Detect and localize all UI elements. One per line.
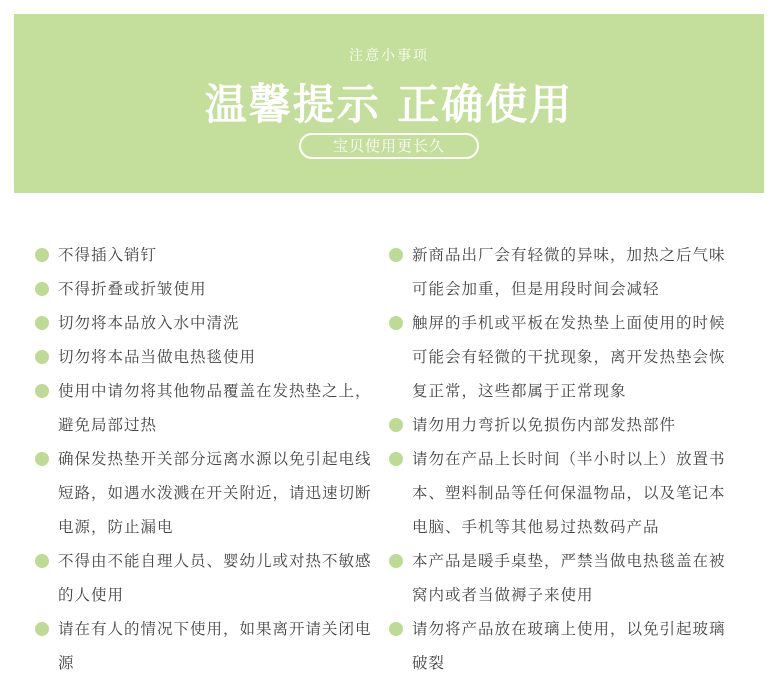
bullet-icon [35,622,49,636]
bullet-icon [389,248,403,262]
header-banner [14,14,764,193]
list-item: 请勿用力弯折以免损伤内部发热部件 [389,408,739,442]
banner-subtitle: 注意小事项 [349,48,429,64]
list-item: 不得插入销钉 [35,238,375,272]
bullet-icon [389,316,403,330]
bullet-icon [35,554,49,568]
bullet-icon [389,622,403,636]
bullet-icon [35,248,49,262]
notice-list-left [35,238,375,680]
notice-list-right [389,238,739,680]
list-item: 请勿在产品上长时间（半小时以上）放置书本、塑料制品等任何保温物品，以及笔记本电脑、手机等其他易过热数码产品 [389,442,739,544]
list-item: 本产品是暖手桌垫，严禁当做电热毯盖在被窝内或者当做褥子来使用 [389,544,739,612]
list-item: 切勿将本品放入水中清洗 [35,306,375,340]
banner-title: 温馨提示 正确使用 [204,80,574,129]
bullet-icon [389,452,403,466]
list-item: 切勿将本品当做电热毯使用 [35,340,375,374]
bullet-icon [35,384,49,398]
list-item: 不得由不能自理人员、婴幼儿或对热不敏感的人使用 [35,544,375,612]
list-item: 请勿将产品放在玻璃上使用，以免引起玻璃破裂 [389,612,739,680]
bullet-icon [35,282,49,296]
bullet-icon [35,452,49,466]
bullet-icon [389,554,403,568]
list-item: 新商品出厂会有轻微的异味，加热之后气味可能会加重，但是用段时间会减轻 [389,238,739,306]
bullet-icon [35,350,49,364]
bullet-icon [35,316,49,330]
banner-pill: 宝贝使用更长久 [299,133,479,159]
list-item: 请在有人的情况下使用，如果离开请关闭电源 [35,612,375,680]
bullet-icon [389,418,403,432]
list-item: 触屏的手机或平板在发热垫上面使用的时候可能会有轻微的干扰现象，离开发热垫会恢复正常，这些都属于正常现象 [389,306,739,408]
list-item: 确保发热垫开关部分远离水源以免引起电线短路，如遇水泼溅在开关附近，请迅速切断电源，防止漏电 [35,442,375,544]
list-item: 使用中请勿将其他物品覆盖在发热垫之上，避免局部过热 [35,374,375,442]
list-item: 不得折叠或折皱使用 [35,272,375,306]
